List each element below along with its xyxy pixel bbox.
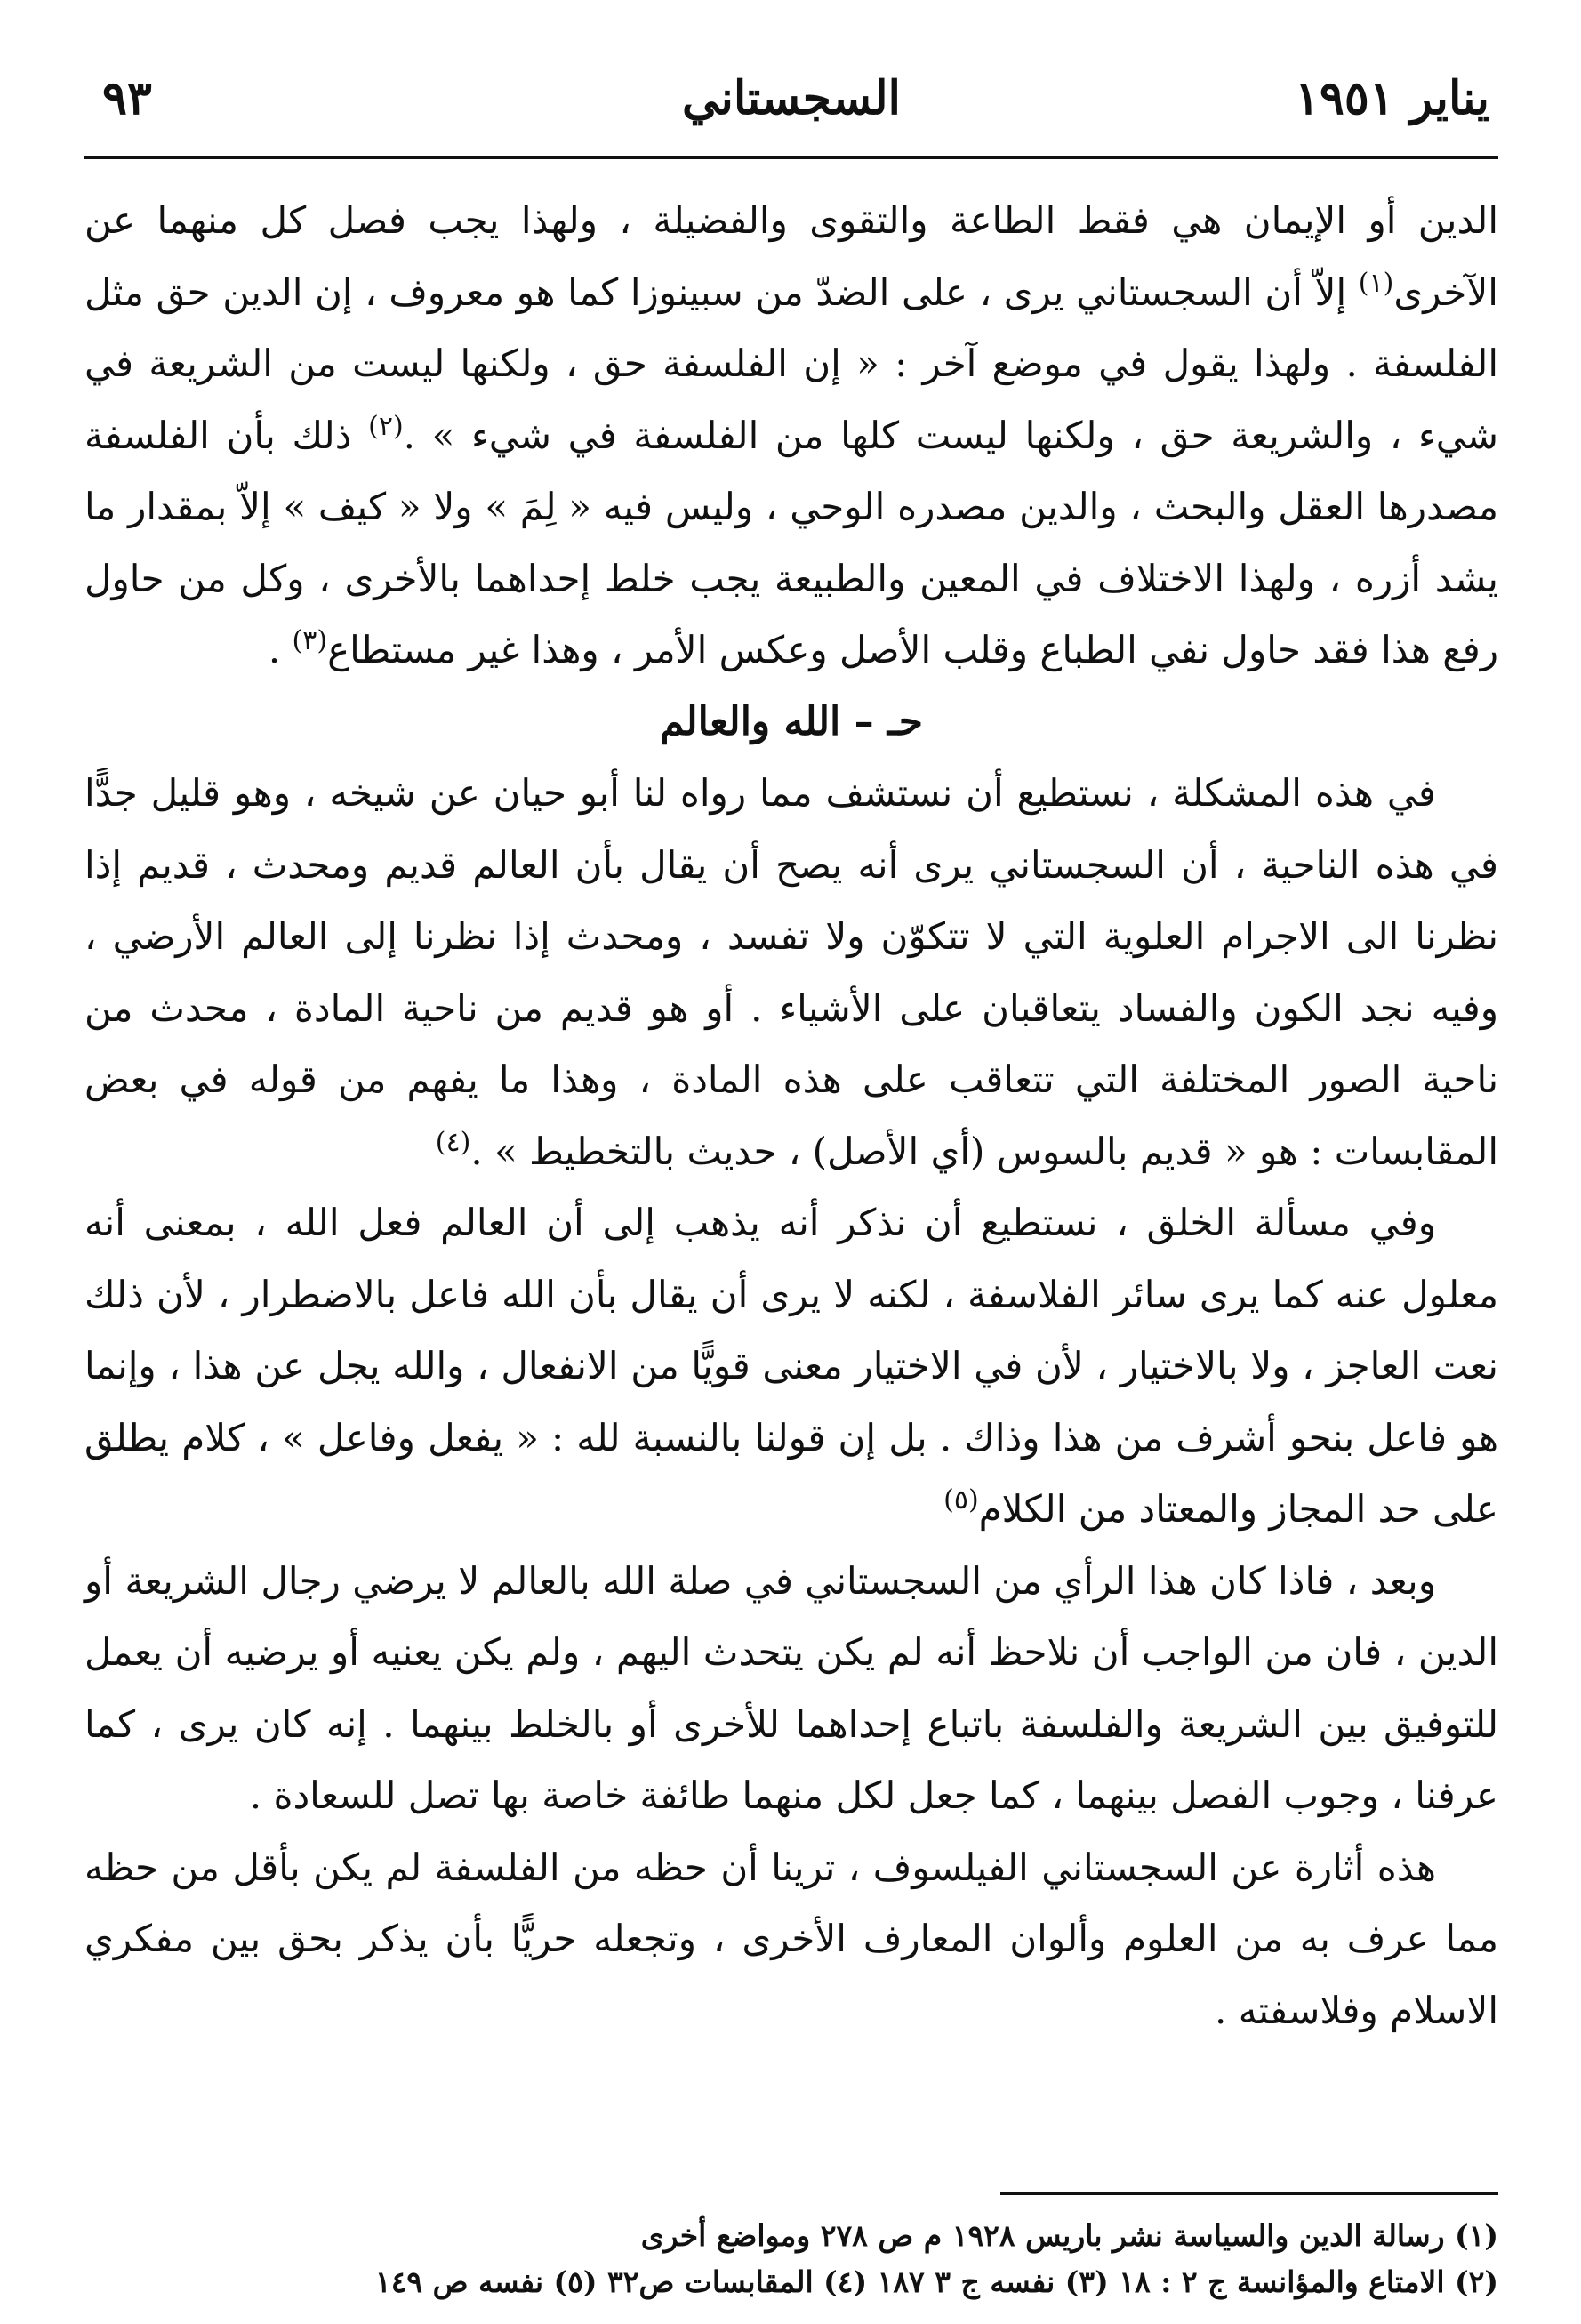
text-line: يرى ، كما عرفنا ، وجوب الفصل بينهما ، كما جعل لكل منهما طائفة خاصة بها تصل للسعادة .: [84, 1701, 1498, 1817]
text-line: حظه مما عرف به من العلوم وألوان المعارف الأخرى ، وتجعله حريًّا بأن يذكر بحق بين: [84, 1845, 1498, 1960]
text-line: أن يعمل للتوفيق بين الشريعة والفلسفة باتباع إحداهما للأخرى أو بالخلط بينهما . إنه كان: [84, 1630, 1499, 1746]
text-line: مفكري الاسلام وفلاسفته .: [84, 1917, 1498, 2032]
footnote: (١) رسالة الدين والسياسة نشر باريس ١٩٢٨ م ص ٢٧٨ ومواضع أخرى: [640, 2218, 1498, 2253]
footnotes: [84, 2213, 1498, 2305]
text-line: إحداهما بالأخرى ، وكل من حاول رفع هذا فقد حاول نفي الطباع وقلب الأصل وعكس: [84, 556, 1498, 671]
paragraph-5: [84, 1832, 1498, 2047]
footnote-mark: (٣): [292, 625, 328, 656]
text-line: وبعد ، فاذا كان هذا الرأي من السجستاني في صلة الله بالعالم لا يرضي رجال الشريعة: [124, 1558, 1436, 1603]
paragraph-2: [84, 758, 1498, 1187]
text-line: الدين أو الإيمان هي فقط الطاعة والتقوى والفضيلة ، ولهذا يجب فصل كل منهما عن الآخرى: [84, 198, 1498, 314]
text-line: جدًّا في هذه الناحية ، أن السجستاني يرى أنه يصح أن يقال بأن العالم قديم ومحدث ،: [84, 771, 1498, 887]
running-title: السجستاني: [682, 71, 901, 125]
text-line: أو الدين ، فان من الواجب أن نلاحظ أنه لم يكن يتحدث اليهم ، ولم يكن يعنيه أو يرضيه: [84, 1558, 1498, 1674]
footnote-divider: [1000, 2192, 1498, 2195]
page-number: ٩٣: [102, 71, 152, 125]
body-text: [84, 185, 1498, 2047]
paragraph-4: [84, 1546, 1498, 1832]
text-line: المادة ، محدث من ناحية الصور المختلفة التي تتعاقب على هذه المادة ، وهذا ما يفهم من: [84, 985, 1499, 1101]
text-line: ذلك نعت العاجز ، ولا بالاختيار ، لأن في الاختيار معنى قويًّا من الانفعال ، والله يجل: [84, 1272, 1498, 1387]
text-line: الأمر ، وهذا غير مستطاع: [327, 628, 708, 671]
text-line: ذلك بأن الفلسفة مصدرها العقل والبحث ، والدين مصدره الوحي ، وليس فيه « لِمَ » ولا: [84, 413, 1498, 528]
text-line: « كيف » إلاّ بمقدار ما يشد أزره ، ولهذا الاختلاف في المعين والطبيعة يجب خلط: [84, 485, 1498, 600]
paragraph-1: الدين أو الإيمان هي فقط الطاعة والتقوى والفضيلة ، ولهذا يجب فصل كل منهما عن الآخرى$^{(١)}$ إلاّ أن السجستاني يرى ، على الضدّ من سبينوزا كما هو معروف ، إن الدين حق مثل الفلسفة . ولهذا يقول في موضع آخر : « إن الفلسفة حق ، ولكنها ليست من الشريعة في شيء ، والشريعة حق ، ولكنها ليست كلها من الفلسفة في شيء » .$^{(٢)}$ ذلك بأن الفلسفة مصدرها العقل والبحث ، والدين مصدره الوحي ، وليس فيه « لِمَ » ولا « كيف » إلاّ بمقدار ما يشد أزره ، ولهذا الاختلاف في المعين والطبيعة يجب خلط إحداهما بالأخرى ، وكل من حاول رفع هذا فقد حاول نفي الطباع وقلب الأصل وعكس الأمر ، وهذا غير مستطاع$^{(٣)}$ .: [84, 198, 1498, 671]
text-line: في هذه المشكلة ، نستطيع أن نستشف مما رواه لنا أبو حيان عن شيخه ، وهو قليل: [150, 771, 1436, 815]
text-line: إلاّ أن السجستاني يرى ، على الضدّ من سبينوزا كما هو معروف ، إن الدين حق: [156, 269, 1347, 314]
document-page: [84, 53, 1499, 2299]
text-line: هذه أثارة عن السجستاني الفيلسوف ، ترينا أن حظه من الفلسفة لم يكن بأقل من: [171, 1845, 1436, 1889]
text-line: وفي مسألة الخلق ، نستطيع أن نذكر أنه يذهب إلى أن العالم فعل الله ، بمعنى أنه: [84, 1201, 1436, 1244]
text-line: عن هذا ، وإنما هو فاعل بنحو أشرف من هذا وذاك . بل إن قولنا بالنسبة لله : « يفعل: [84, 1344, 1498, 1460]
text-line: قوله في بعض المقابسات : هو « قديم بالسوس (أي الأصل) ، حديث بالتخطيط » .: [84, 1057, 1498, 1173]
text-line: العالم الأرضي ، وفيه نجد الكون والفساد يتعاقبان على الأشياء . أو هو قديم من ناحية: [84, 914, 1498, 1030]
running-head: [84, 71, 1498, 142]
footnote-mark: (١): [1358, 267, 1394, 299]
section-heading: حـ – الله والعالم: [659, 698, 924, 744]
text-line: مثل الفلسفة . ولهذا يقول في موضع آخر : « إن الفلسفة حق ، ولكنها ليست: [84, 269, 1498, 385]
text-line: قديم إذا نظرنا الى الاجرام العلوية التي لا تتكوّن ولا تفسد ، ومحدث إذا نظرنا إلى: [84, 842, 1498, 958]
text-line: معلول عنه كما يرى سائر الفلاسفة ، لكنه لا يرى أن يقال بأن الله فاعل بالاضطرار ، لأن: [156, 1272, 1498, 1316]
footnote: (٢) الامتاع والمؤانسة ج ٢ : ١٨ (٣) نفسه ج ٣ ١٨٧ (٤) المقابسات ص٣٢ (٥) نفسه ص ١٤٩: [374, 2264, 1498, 2299]
paragraph-3: [84, 1187, 1498, 1546]
issue-date: يناير ١٩٥١: [1295, 71, 1489, 125]
footnote-mark: (٢): [368, 410, 404, 442]
text-line: وفاعل » ، كلام يطلق على حد المجاز والمعتاد من الكلام: [84, 1415, 1498, 1531]
footnote-mark: (٥): [943, 1484, 979, 1516]
footnote-mark: (٤): [435, 1126, 471, 1158]
header-divider: [84, 156, 1498, 159]
text-line: من الشريعة في شيء ، والشريعة حق ، ولكنها ليست كلها من الفلسفة في شيء » .: [84, 342, 1498, 457]
